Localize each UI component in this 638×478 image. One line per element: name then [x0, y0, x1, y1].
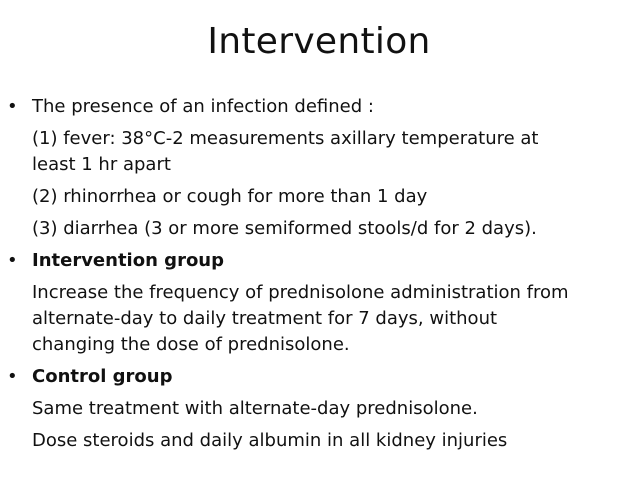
bullet-intervention-group: [0, 248, 638, 274]
slide-body: [0, 94, 638, 454]
sub-line: (3) diarrhea (3 or more semiformed stools/d for 2 days).: [32, 218, 537, 239]
sub-item-rhinorrhea: [0, 184, 632, 210]
bullet-dot-icon: •: [7, 366, 18, 387]
sub-line: Same treatment with alternate-day prednisolone.: [32, 398, 478, 419]
sub-line: least 1 hr apart: [32, 154, 171, 175]
sub-line: (2) rhinorrhea or cough for more than 1 day: [32, 186, 428, 207]
bullet-text: Control group: [32, 366, 173, 387]
bullet-infection-definition: [0, 94, 638, 120]
bullet-text: The presence of an infection defined :: [32, 96, 374, 117]
sub-line: Increase the frequency of prednisolone administration from: [32, 282, 569, 303]
bullet-dot-icon: •: [7, 96, 18, 117]
sub-item-diarrhea: [0, 216, 632, 242]
sub-item-intervention-description: [0, 280, 632, 358]
sub-line: alternate-day to daily treatment for 7 days, without: [32, 308, 498, 329]
sub-line: changing the dose of prednisolone.: [32, 334, 350, 355]
sub-line: (1) fever: 38°C-2 measurements axillary temperature at: [32, 128, 539, 149]
sub-item-control-description: [0, 396, 632, 422]
cut-off-line: Dose steroids and daily albumin in all kidney injuries: [32, 430, 508, 451]
bullet-text: Intervention group: [32, 250, 225, 271]
bullet-control-group: [0, 364, 638, 390]
bullet-dot-icon: •: [7, 250, 18, 271]
sub-item-fever: [0, 126, 632, 178]
slide-title: Intervention: [207, 21, 431, 62]
